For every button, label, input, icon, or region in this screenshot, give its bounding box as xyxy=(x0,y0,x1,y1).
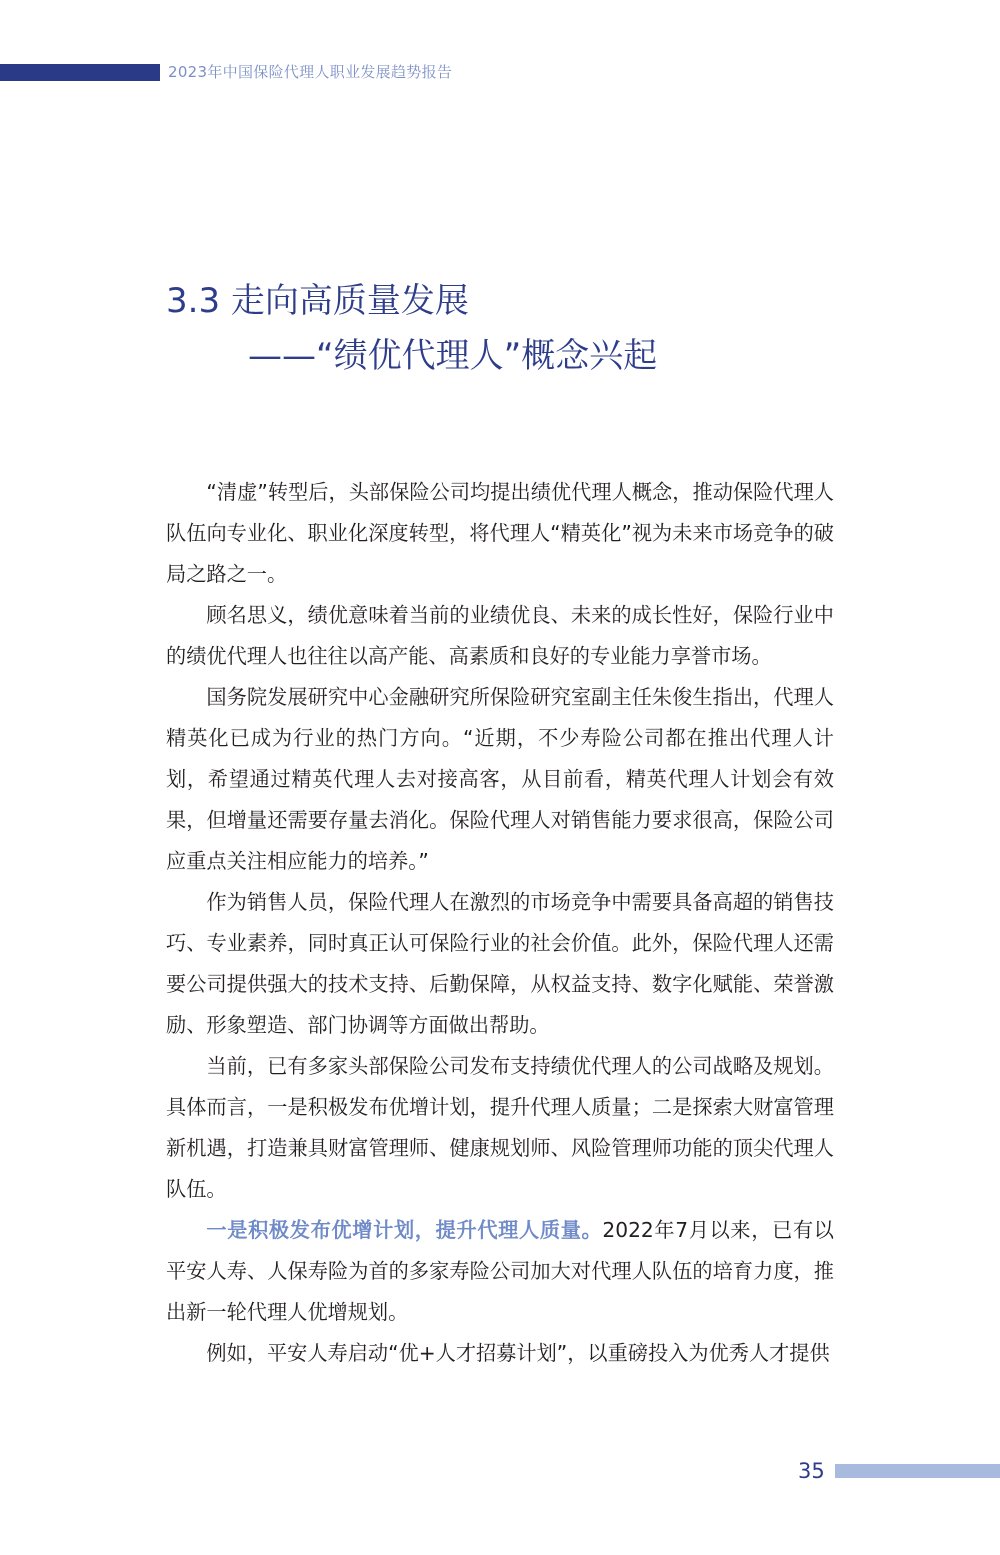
body-text xyxy=(166,472,834,1374)
page-number: 35 xyxy=(798,1459,825,1483)
header-accent-bar xyxy=(0,64,160,81)
paragraph: 国务院发展研究中心金融研究所保险研究室副主任朱俊生指出，代理人精英化已成为行业的热门方向。“近期，不少寿险公司都在推出代理人计划，希望通过精英代理人去对接高客，从目前看，精英代理人计划会有效果，但增量还需要存量去消化。保险代理人对销售能力要求很高，保险公司应重点关注相应能力的培养。” xyxy=(166,685,834,873)
running-header: 2023年中国保险代理人职业发展趋势报告 xyxy=(168,63,453,81)
paragraph: “清虚”转型后，头部保险公司均提出绩优代理人概念，推动保险代理人队伍向专业化、职业化深度转型，将代理人“精英化”视为未来市场竞争的破局之路之一。 xyxy=(166,480,834,586)
paragraph: 顾名思义，绩优意味着当前的业绩优良、未来的成长性好，保险行业中的绩优代理人也往往以高产能、高素质和良好的专业能力享誉市场。 xyxy=(166,603,834,668)
highlight-lead: 一是积极发布优增计划，提升代理人质量。 xyxy=(206,1218,603,1242)
highlight-rest: 2022年7月以来，已有以平安人寿、人保寿险为首的多家寿险公司加大对代理人队伍的培育力度，推出新一轮代理人优增规划。 xyxy=(166,1218,834,1324)
highlight-paragraph xyxy=(166,1210,834,1333)
section-subtitle: ——“绩优代理人”概念兴起 xyxy=(248,336,658,376)
paragraph: 例如，平安人寿启动“优+人才招募计划”，以重磅投入为优秀人才提供 xyxy=(206,1341,830,1365)
section-title: 3.3 走向高质量发展 xyxy=(166,281,469,321)
footer-accent-bar xyxy=(835,1464,1000,1478)
paragraph: 作为销售人员，保险代理人在激烈的市场竞争中需要具备高超的销售技巧、专业素养，同时真正认可保险行业的社会价值。此外，保险代理人还需要公司提供强大的技术支持、后勤保障，从权益支持、数字化赋能、荣誉激励、形象塑造、部门协调等方面做出帮助。 xyxy=(166,890,834,1037)
paragraph: 当前，已有多家头部保险公司发布支持绩优代理人的公司战略及规划。具体而言，一是积极发布优增计划，提升代理人质量；二是探索大财富管理新机遇，打造兼具财富管理师、健康规划师、风险管理师功能的顶尖代理人队伍。 xyxy=(166,1054,834,1201)
